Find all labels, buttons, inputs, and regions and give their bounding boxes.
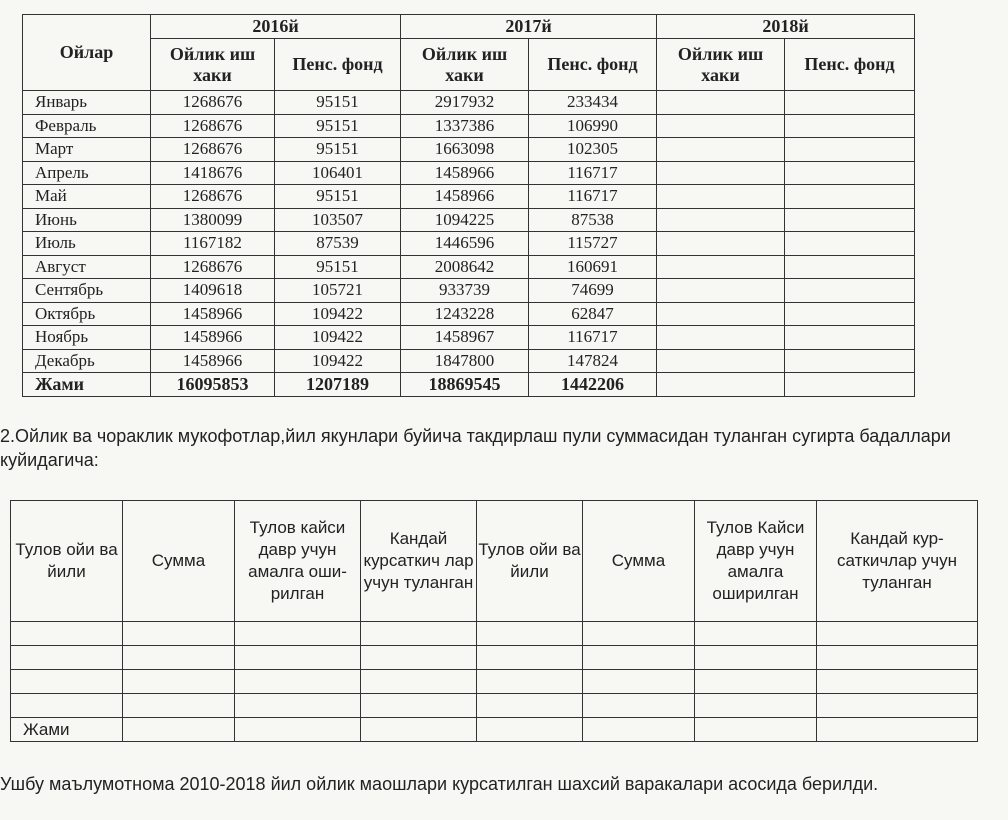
pension-cell: 116717	[529, 161, 657, 185]
table-cell	[235, 718, 361, 742]
empty-row	[11, 622, 978, 646]
pension-cell: 87538	[529, 208, 657, 232]
table-cell	[361, 694, 477, 718]
month-label: Июль	[23, 232, 151, 256]
sub-header-salary: Ойлик иш хаки	[657, 39, 785, 91]
salary-cell: 2008642	[401, 255, 529, 279]
month-label: Август	[23, 255, 151, 279]
salary-cell: 1458966	[151, 326, 275, 350]
pension-cell	[785, 138, 915, 162]
header-payment-month-year: Тулов ойи ва йили	[11, 501, 123, 622]
pension-cell	[785, 373, 915, 397]
total-row	[23, 373, 915, 397]
table-cell	[583, 622, 695, 646]
pension-cell: 233434	[529, 91, 657, 115]
salary-cell	[657, 302, 785, 326]
month-label: Ноябрь	[23, 326, 151, 350]
header-amount: Сумма	[583, 501, 695, 622]
table-cell	[583, 646, 695, 670]
table-cell	[123, 718, 235, 742]
salary-cell: 1094225	[401, 208, 529, 232]
table-cell	[361, 646, 477, 670]
pension-cell: 95151	[275, 138, 401, 162]
table-cell	[817, 718, 978, 742]
salary-cell: 1418676	[151, 161, 275, 185]
pension-cell: 87539	[275, 232, 401, 256]
table-cell	[477, 670, 583, 694]
table-cell	[361, 718, 477, 742]
table-cell	[477, 694, 583, 718]
table-cell	[583, 694, 695, 718]
table-cell	[361, 622, 477, 646]
month-label: Январь	[23, 91, 151, 115]
salary-cell: 1268676	[151, 185, 275, 209]
salary-cell: 1458967	[401, 326, 529, 350]
salary-cell: 18869545	[401, 373, 529, 397]
table-cell	[123, 670, 235, 694]
pension-cell: 105721	[275, 279, 401, 303]
header-indicators: Кандай кур-саткичлар учун туланган	[817, 501, 978, 622]
salary-cell	[657, 326, 785, 350]
pension-cell: 95151	[275, 114, 401, 138]
salary-cell: 1458966	[401, 161, 529, 185]
salary-cell: 1268676	[151, 91, 275, 115]
table-cell	[817, 670, 978, 694]
year-header-2017: 2017й	[401, 15, 657, 39]
total-label: Жами	[11, 718, 123, 742]
section-2-text: 2.Ойлик ва чораклик мукофотлар,йил якунлари буйича такдирлаш пули суммасидан туланган сугирта бадаллари куйидагича:	[0, 426, 951, 470]
month-label: Сентябрь	[23, 279, 151, 303]
salary-cell: 933739	[401, 279, 529, 303]
month-row	[23, 255, 915, 279]
salary-cell: 1663098	[401, 138, 529, 162]
salary-cell	[657, 161, 785, 185]
pension-cell	[785, 232, 915, 256]
table-cell	[817, 622, 978, 646]
table-cell	[477, 718, 583, 742]
month-row	[23, 208, 915, 232]
salary-cell	[657, 185, 785, 209]
salary-cell: 1243228	[401, 302, 529, 326]
pension-cell	[785, 279, 915, 303]
month-row	[23, 91, 915, 115]
table-cell	[123, 646, 235, 670]
salary-cell: 16095853	[151, 373, 275, 397]
salary-cell	[657, 349, 785, 373]
table-cell	[695, 670, 817, 694]
pension-cell	[785, 326, 915, 350]
month-row	[23, 138, 915, 162]
sub-header-pension: Пенс. фонд	[785, 39, 915, 91]
pension-cell: 74699	[529, 279, 657, 303]
table-cell	[123, 622, 235, 646]
footer-note: Ушбу маълумотнома 2010-2018 йил ойлик маошлари курсатилган шахсий варакалари асосида берилди.	[0, 774, 879, 794]
salary-cell: 1337386	[401, 114, 529, 138]
salary-cell	[657, 91, 785, 115]
salary-cell: 1458966	[151, 349, 275, 373]
month-row	[23, 185, 915, 209]
header-payment-period: Тулов Кайси давр учун амалга оширилган	[695, 501, 817, 622]
salary-cell: 1268676	[151, 138, 275, 162]
table-cell	[583, 670, 695, 694]
empty-row	[11, 646, 978, 670]
pension-cell: 95151	[275, 255, 401, 279]
table-cell	[235, 670, 361, 694]
table-cell	[583, 718, 695, 742]
month-label: Март	[23, 138, 151, 162]
salary-cell: 1446596	[401, 232, 529, 256]
total-label: Жами	[23, 373, 151, 397]
header-indicators: Кандай курсаткич лар учун туланган	[361, 501, 477, 622]
month-label: Май	[23, 185, 151, 209]
pension-cell: 109422	[275, 326, 401, 350]
pension-cell	[785, 349, 915, 373]
pension-cell: 109422	[275, 302, 401, 326]
sub-header-salary: Ойлик иш хаки	[151, 39, 275, 91]
month-row	[23, 279, 915, 303]
salary-cell: 1268676	[151, 114, 275, 138]
table-cell	[695, 646, 817, 670]
year-header-2018: 2018й	[657, 15, 915, 39]
table-cell	[817, 646, 978, 670]
header-amount: Сумма	[123, 501, 235, 622]
pension-cell: 116717	[529, 185, 657, 209]
pension-cell	[785, 255, 915, 279]
month-label: Июнь	[23, 208, 151, 232]
table-cell	[695, 718, 817, 742]
year-header-2016: 2016й	[151, 15, 401, 39]
pension-cell: 95151	[275, 185, 401, 209]
salary-cell: 1268676	[151, 255, 275, 279]
sub-header-pension: Пенс. фонд	[529, 39, 657, 91]
pension-cell: 115727	[529, 232, 657, 256]
empty-row	[11, 670, 978, 694]
month-label: Апрель	[23, 161, 151, 185]
empty-row	[11, 694, 978, 718]
table-cell	[235, 646, 361, 670]
table-cell	[477, 622, 583, 646]
salary-cell	[657, 232, 785, 256]
header-payment-period: Тулов кайси давр учун амалга оши-рилган	[235, 501, 361, 622]
month-label: Октябрь	[23, 302, 151, 326]
pension-cell: 102305	[529, 138, 657, 162]
table-cell	[235, 622, 361, 646]
table-cell	[11, 646, 123, 670]
table-cell	[817, 694, 978, 718]
total-row	[11, 718, 978, 742]
salary-cell	[657, 208, 785, 232]
month-row	[23, 232, 915, 256]
pension-cell: 62847	[529, 302, 657, 326]
pension-cell: 116717	[529, 326, 657, 350]
table-cell	[11, 670, 123, 694]
table-cell	[235, 694, 361, 718]
table-cell	[11, 694, 123, 718]
table-cell	[11, 622, 123, 646]
table-cell	[695, 622, 817, 646]
bonus-contributions-table	[10, 500, 978, 742]
salary-cell: 1847800	[401, 349, 529, 373]
month-row	[23, 326, 915, 350]
month-row	[23, 349, 915, 373]
sub-header-salary: Ойлик иш хаки	[401, 39, 529, 91]
pension-cell: 1207189	[275, 373, 401, 397]
salary-cell	[657, 279, 785, 303]
salary-cell	[657, 373, 785, 397]
salary-cell	[657, 138, 785, 162]
salary-cell: 1458966	[401, 185, 529, 209]
month-label: Декабрь	[23, 349, 151, 373]
sub-header-pension: Пенс. фонд	[275, 39, 401, 91]
month-row	[23, 161, 915, 185]
salary-cell: 1380099	[151, 208, 275, 232]
pension-cell	[785, 114, 915, 138]
pension-cell	[785, 302, 915, 326]
pension-cell	[785, 161, 915, 185]
months-header: Ойлар	[23, 15, 151, 91]
pension-cell: 147824	[529, 349, 657, 373]
header-payment-month-year: Тулов ойи ва йили	[477, 501, 583, 622]
table-cell	[477, 646, 583, 670]
salary-cell: 1458966	[151, 302, 275, 326]
pension-cell: 106990	[529, 114, 657, 138]
salary-cell	[657, 255, 785, 279]
salary-cell	[657, 114, 785, 138]
salary-cell: 1167182	[151, 232, 275, 256]
pension-cell: 95151	[275, 91, 401, 115]
table-cell	[123, 694, 235, 718]
month-row	[23, 114, 915, 138]
pension-cell	[785, 91, 915, 115]
pension-cell	[785, 185, 915, 209]
month-label: Февраль	[23, 114, 151, 138]
pension-cell: 103507	[275, 208, 401, 232]
salary-cell: 2917932	[401, 91, 529, 115]
month-row	[23, 302, 915, 326]
pension-cell: 106401	[275, 161, 401, 185]
pension-cell: 1442206	[529, 373, 657, 397]
pension-cell	[785, 208, 915, 232]
salary-table	[22, 14, 915, 397]
table-cell	[361, 670, 477, 694]
pension-cell: 109422	[275, 349, 401, 373]
table-cell	[695, 694, 817, 718]
pension-cell: 160691	[529, 255, 657, 279]
salary-cell: 1409618	[151, 279, 275, 303]
